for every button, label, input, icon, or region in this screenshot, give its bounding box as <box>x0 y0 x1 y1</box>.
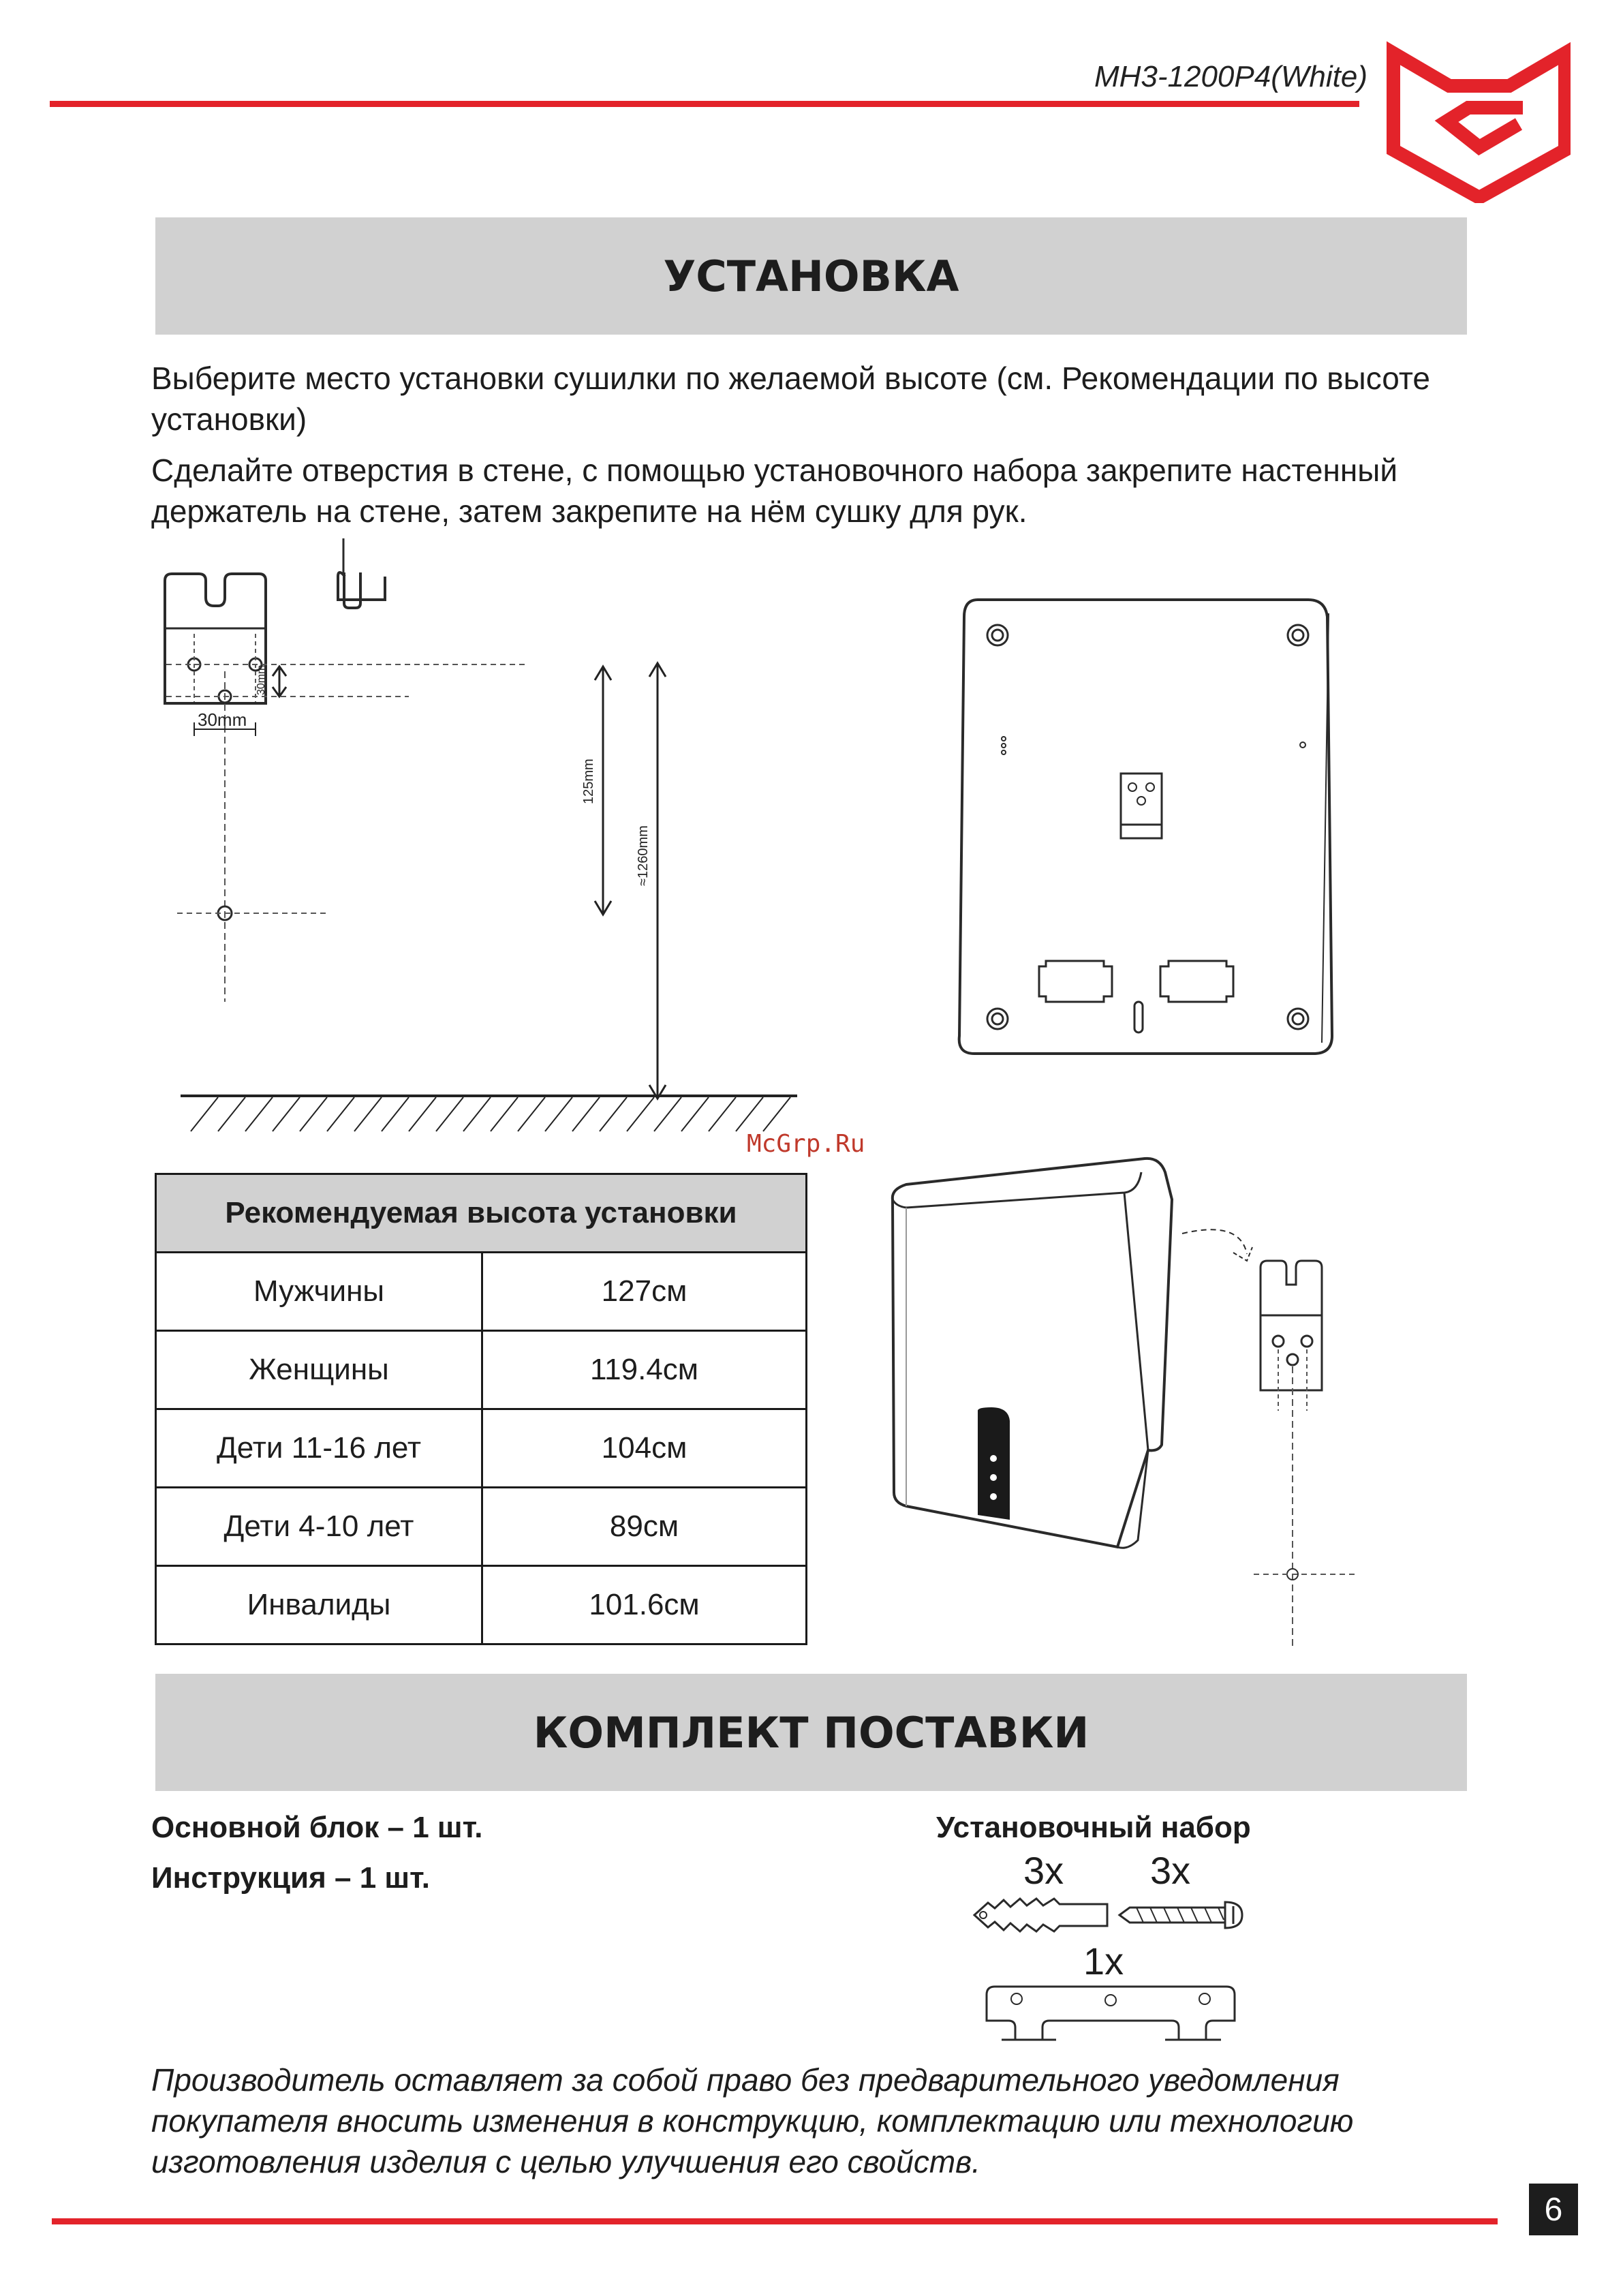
model-name: MH3-1200P4(White) <box>1094 60 1367 93</box>
package-title: КОМПЛЕКТ ПОСТАВКИ <box>533 1707 1089 1758</box>
brand-logo-icon <box>1387 40 1571 203</box>
dim-1260mm: ≈1260mm <box>636 825 651 886</box>
mounting-height-diagram <box>164 532 818 1145</box>
table-header: Рекомендуемая высота установки <box>156 1174 807 1253</box>
install-paragraph-2: Сделайте отверстия в стене, с помощью установочного набора закрепите настенный держатель на стене, затем закрепите на нём сушку для рук. <box>151 453 1398 529</box>
table-cell-group: Мужчины <box>156 1253 482 1331</box>
page-number: 6 <box>1529 2184 1578 2235</box>
header-rule <box>50 101 1359 107</box>
install-kit-title: Установочный набор <box>936 1811 1251 1844</box>
table-cell-height: 89см <box>482 1488 807 1566</box>
package-banner <box>155 1674 1467 1791</box>
table-cell-height: 104см <box>482 1409 807 1488</box>
table-cell-height: 127см <box>482 1253 807 1331</box>
table-row <box>156 1331 807 1409</box>
installation-title: УСТАНОВКА <box>663 251 959 301</box>
screw-icon <box>1116 1898 1252 1932</box>
table-cell-height: 101.6см <box>482 1566 807 1644</box>
dowel-quantity: 3x <box>1023 1849 1064 1892</box>
table-header-row <box>156 1174 807 1253</box>
package-item-manual: Инструкция – 1 шт. <box>151 1861 430 1895</box>
table-cell-group: Женщины <box>156 1331 482 1409</box>
dowel-icon <box>971 1895 1114 1935</box>
table-row <box>156 1566 807 1644</box>
table-cell-group: Дети 4-10 лет <box>156 1488 482 1566</box>
recommended-height-table <box>155 1173 807 1645</box>
dryer-mounting-drawing <box>879 1152 1370 1663</box>
table-cell-group: Инвалиды <box>156 1566 482 1644</box>
table-row <box>156 1488 807 1566</box>
table-cell-group: Дети 11-16 лет <box>156 1409 482 1488</box>
watermark: McGrp.Ru <box>747 1130 865 1158</box>
installation-banner <box>155 217 1467 335</box>
dryer-back-panel-drawing <box>954 593 1335 1063</box>
wall-bracket-icon <box>981 1980 1240 2048</box>
install-paragraph-1: Выберите место установки сушилки по желаемой высоте (см. Рекомендации по высоте установки) <box>151 361 1430 437</box>
table-cell-height: 119.4см <box>482 1331 807 1409</box>
table-row <box>156 1409 807 1488</box>
package-item-main-unit: Основной блок – 1 шт. <box>151 1811 483 1844</box>
footer-rule <box>52 2218 1498 2224</box>
dim-125mm: 125mm <box>581 759 596 804</box>
dim-30mm-vertical: 30mm <box>256 664 267 695</box>
screw-quantity: 3x <box>1150 1849 1191 1892</box>
bracket-quantity: 1x <box>1083 1940 1124 1983</box>
dim-30mm-horizontal: 30mm <box>198 709 247 730</box>
table-row <box>156 1253 807 1331</box>
manufacturer-note: Производитель оставляет за собой право без предварительного уведомления покупателя вносить изменения в конструкцию, комплектацию или технологию изготовления изделия с целью улучшения его свойств. <box>151 2062 1354 2179</box>
